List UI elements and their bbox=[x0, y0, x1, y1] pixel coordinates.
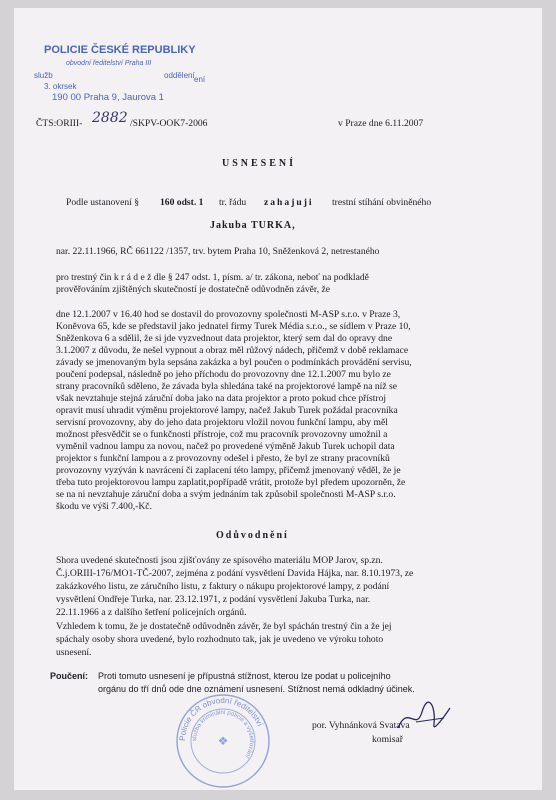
reasoning-title: Odůvodnění bbox=[216, 530, 289, 541]
intro-action: zahajuji bbox=[264, 197, 314, 208]
reasoning-line: zakázkového listu, ze záručního listu, z faktury o nákupu projektorové lampy, z podání bbox=[56, 581, 390, 592]
round-stamp bbox=[174, 692, 272, 790]
document-title: USNESENÍ bbox=[222, 158, 297, 169]
document-page bbox=[14, 8, 542, 790]
intro-section: 160 odst. 1 bbox=[160, 197, 204, 208]
conclusion-line: spáchaly osoby shora uvedené, bylo rozhodnuto tak, jak je uvedeno ve výroku tohoto bbox=[56, 634, 384, 645]
facts-line: servisní provozovny, aby do jeho data projektoru vložil novou funkční lampu, aby měl bbox=[56, 417, 388, 428]
reference-prefix: ČTS:ORIII- bbox=[36, 118, 83, 129]
signature-name: por. Vyhnánková Svatava bbox=[312, 720, 410, 731]
reasoning-line: vysvětlení Ondřeje Turka, nar. 23.12.1971, z podání vysvětlení Jakuba Turka, nar. bbox=[56, 594, 371, 605]
notice-line: Proti tomuto usnesení je přípustná stížnost, kterou lze podat u policejního bbox=[98, 671, 391, 681]
signature-scribble bbox=[394, 698, 454, 738]
facts-line: 3.1.2007 z důvodu, že nešel vypnout a obraz měl růžový nádech, přičemž v době reklamace bbox=[56, 345, 409, 356]
stamp-line-3: služb bbox=[34, 71, 53, 80]
facts-line: strany pracovníků sděleno, že závada byla shledána také na projektorové lampě na níž se bbox=[56, 381, 397, 392]
facts-line: možnost přesvědčit se o funkčnosti přístroje, což mu pracovník provozovny umožnil a bbox=[56, 429, 388, 440]
reference-suffix: /SKPV-OOK7-2006 bbox=[130, 118, 208, 129]
facts-line: opravit musí uhradit výměnu projektorové lampy, načež Jakub Turek požádal pracovníka bbox=[56, 405, 398, 416]
reasoning-line: Shora uvedené skutečnosti jsou zjišťovány ze spisového materiálu MOP Jarov, sp.zn. bbox=[56, 555, 383, 566]
facts-line: vyměnil vadnou lampu za novou, načež po provedené výměně Jakub Turek uchopil data bbox=[56, 441, 395, 452]
intro-text-b: tr. řádu bbox=[219, 197, 247, 208]
notice-line: orgánu do tří dnů ode dne oznámení usnesení. Stížnost nemá odkladný účinek. bbox=[98, 684, 415, 694]
stamp-title: POLICIE ČESKÉ REPUBLIKY bbox=[44, 44, 196, 56]
round-stamp-inner-text: služba kriminální policie a vyšetřování bbox=[191, 709, 255, 759]
facts-line: poučení podepsal, následně po jeho příchodu do provozovny dne 12.1.2007 mu bylo ze bbox=[56, 369, 391, 380]
charge-line-2: prověřováním zjištěných skutečností je dostatečně odůvodněn závěr, že bbox=[56, 284, 331, 295]
reference-number: 2882 bbox=[92, 110, 128, 126]
reasoning-line: 22.11.1966 a z dalšího šetření policejních orgánů. bbox=[56, 607, 247, 618]
stamp-line-4b: ení bbox=[194, 75, 206, 84]
stamp-address: 190 00 Praha 9, Jaurova 1 bbox=[52, 92, 164, 103]
facts-line: škodu ve výši 7.400,-Kč. bbox=[56, 501, 152, 512]
facts-line: třeba tuto projektorovou lampu zaplatit,popřípadě vrátit, protože byl předem upozorněn, že bbox=[56, 477, 406, 488]
accused-name: Jakuba TURKA, bbox=[210, 220, 296, 231]
facts-line: závady se jmenovaným byla sepsána zakázka a byl poučen o podmínkách provádění servisu, bbox=[56, 357, 412, 368]
facts-line: Sněženkova 6 a sdělil, že si jde vyzvednout data projektor, který sem dal do opravy dne bbox=[56, 333, 393, 344]
conclusion-line: usnesení. bbox=[56, 647, 92, 658]
facts-line: Koněvova 65, kde se představil jako jednatel firmy Turek Média s.r.o., se sídlem v Praze 10, bbox=[56, 321, 411, 332]
signature-role: komisař bbox=[372, 734, 403, 745]
facts-line: dne 12.1.2007 v 16.40 hod se dostavil do provozovny společnosti M-ASP s.r.o. v Praze 3, bbox=[56, 309, 401, 320]
document-date: v Praze dne 6.11.2007 bbox=[338, 118, 424, 129]
facts-line: provozovny vyzýván k navrácení či zaplacení této lampy, přičemž jmenovaný věděl, že je bbox=[56, 465, 401, 476]
stamp-line-3b: oddělení bbox=[164, 71, 195, 80]
round-stamp-outer-text: Policie ČR obvodní ředitelství bbox=[177, 695, 265, 742]
intro-text-c: trestní stíhání obviněného bbox=[332, 197, 432, 208]
stamp-line-4: 3. okrsek bbox=[44, 82, 77, 91]
conclusion-line: Vzhledem k tomu, že je dostatečně odůvodněn závěr, že byl spáchán trestný čin a že jej bbox=[56, 621, 392, 632]
facts-line: se na ni nevztahuje záruční doba a svým jednáním tak způsobil společnosti M-ASP s.r.o. bbox=[56, 489, 396, 500]
intro-text-a: Podle ustanovení § bbox=[66, 197, 140, 208]
stamp-line-2: obvodní ředitelství Praha III bbox=[66, 60, 152, 67]
facts-line: však nevztahuje stejná záruční doba jako na data projektor a proto pokud chce přístroj bbox=[56, 393, 387, 404]
facts-line: projektor s funkční lampou a z provozovny odešel i přesto, že byl ze strany pracovníků bbox=[56, 453, 390, 464]
svg-text:❖: ❖ bbox=[217, 734, 229, 748]
accused-details: nar. 22.11.1966, RČ 661122 /1357, trv. bytem Praha 10, Sněženková 2, netrestaného bbox=[56, 246, 380, 257]
notice-label: Poučení: bbox=[50, 671, 89, 681]
charge-line-1: pro trestný čin k r á d e ž dle § 247 odst. 1, písm. a/ tr. zákona, neboť na podkladě bbox=[56, 272, 369, 283]
reasoning-line: Č.j.ORIII-176/MO1-TČ-2007, zejména z podání vysvětlení Davida Hájka, nar. 8.10.1973, ze bbox=[56, 568, 414, 579]
